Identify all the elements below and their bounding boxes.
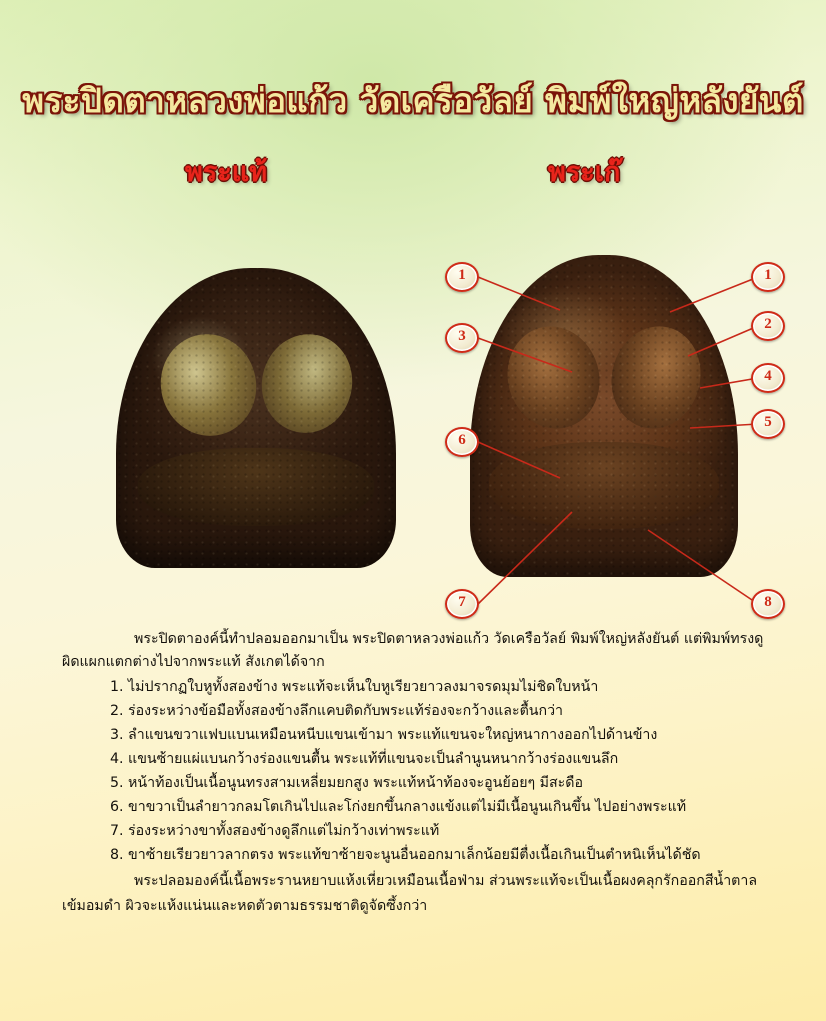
callout-bullet-4[interactable]: 4 <box>751 363 785 393</box>
list-item: 4. แขนซ้ายแผ่แบนกว้างร่องแขนตื้น พระแท้ที่แขนจะเป็นลำนูนหนากว้างร่องแขนลึก <box>110 751 619 767</box>
amulet-authentic-photo <box>116 268 396 568</box>
amulet-left-arm-left <box>252 326 360 441</box>
title-block <box>0 82 826 120</box>
closing-line-1: พระปลอมองค์นี้เนื้อพระรานหยาบแห้งเหี่ยวเหมือนเนื้อฟ่าม ส่วนพระแท้จะเป็นเนื้อผงคลุกรักออกสีน้ำตาล <box>134 873 758 889</box>
body-text <box>62 628 774 920</box>
callout-bullet-5[interactable]: 5 <box>751 409 785 439</box>
list-item: 1. ไม่ปรากฏใบหูทั้งสองข้าง พระแท้จะเห็นใบหูเรียวยาวลงมาจรดมุมไม่ชิดใบหน้า <box>110 679 599 695</box>
callout-bullet-2[interactable]: 2 <box>751 311 785 341</box>
callout-bullet-1-left[interactable]: 1 <box>445 262 479 292</box>
list-item: 8. ขาซ้ายเรียวยาวลากตรง พระแท้ขาซ้ายจะนูนอื่นออกมาเล็กน้อยมีตื่งเนื้อเกินเป็นตำหนิเห็นได้ชัด <box>110 847 701 863</box>
amulet-right-arm-left <box>601 317 712 438</box>
callout-bullet-3[interactable]: 3 <box>445 323 479 353</box>
callout-bullet-6[interactable]: 6 <box>445 427 479 457</box>
difference-list <box>62 676 774 867</box>
callout-bullet-1-right[interactable]: 1 <box>751 262 785 292</box>
closing-paragraph <box>62 870 774 918</box>
list-item: 6. ขาขวาเป็นลำยาวกลมโตเกินไปและโก่งยกขึ้นกลางแข้งแต่ไม่มีเนื้อนูนเกินขึ้น ไปอย่างพระแท้ <box>110 799 687 815</box>
closing-line-2: เข้มอมดำ ผิวจะแห้งแน่นและหดตัวตามธรรมชาติดูจัดซึ้งกว่า <box>62 898 428 914</box>
list-item: 2. ร่องระหว่างข้อมือทั้งสองข้างลึกแคบติดกับพระแท้ร่องจะกว้างและตื้นกว่า <box>110 703 564 719</box>
label-authentic: พระแท้ <box>185 157 268 188</box>
amulet-left-arm-right <box>150 324 267 446</box>
list-item: 7. ร่องระหว่างขาทั้งสองข้างดูลึกแต่ไม่กว้างเท่าพระแท้ <box>110 823 440 839</box>
intro-paragraph: พระปิดตาองค์นี้ทำปลอมออกมาเป็น พระปิดตาหลวงพ่อแก้ว วัดเครือวัลย์ พิมพ์ใหญ่หลังยันต์ แต่พิมพ์ทรงดูผิดแผกแตกต่างไปจากพระแท้ สังเกตได้จาก <box>62 631 764 670</box>
label-fake: พระเก๊ <box>548 157 621 188</box>
list-item: 5. หน้าท้องเป็นเนื้อนูนทรงสามเหลี่ยมยกสูง พระแท้หน้าท้องจะอูนย้อยๆ มีสะดือ <box>110 775 584 791</box>
callout-bullet-7[interactable]: 7 <box>445 589 479 619</box>
amulet-authentic-body <box>116 268 396 568</box>
amulet-fake-photo <box>470 255 738 577</box>
list-item: 3. ลำแขนขวาแฟบแบนเหมือนหนีบแขนเข้ามา พระแท้แขนจะใหญ่หนากางออกไปด้านข้าง <box>110 727 658 743</box>
amulet-right-texture <box>470 255 738 577</box>
callout-bullet-8[interactable]: 8 <box>751 589 785 619</box>
amulet-right-lap <box>489 442 719 529</box>
specimen-labels <box>0 140 826 186</box>
amulet-right-arm-right <box>495 315 611 439</box>
amulet-left-lap <box>138 448 373 526</box>
page-title: พระปิดตาหลวงพ่อแก้ว วัดเครือวัลย์ พิมพ์ใหญ่หลังยันต์ <box>22 81 804 120</box>
amulet-fake-body <box>470 255 738 577</box>
